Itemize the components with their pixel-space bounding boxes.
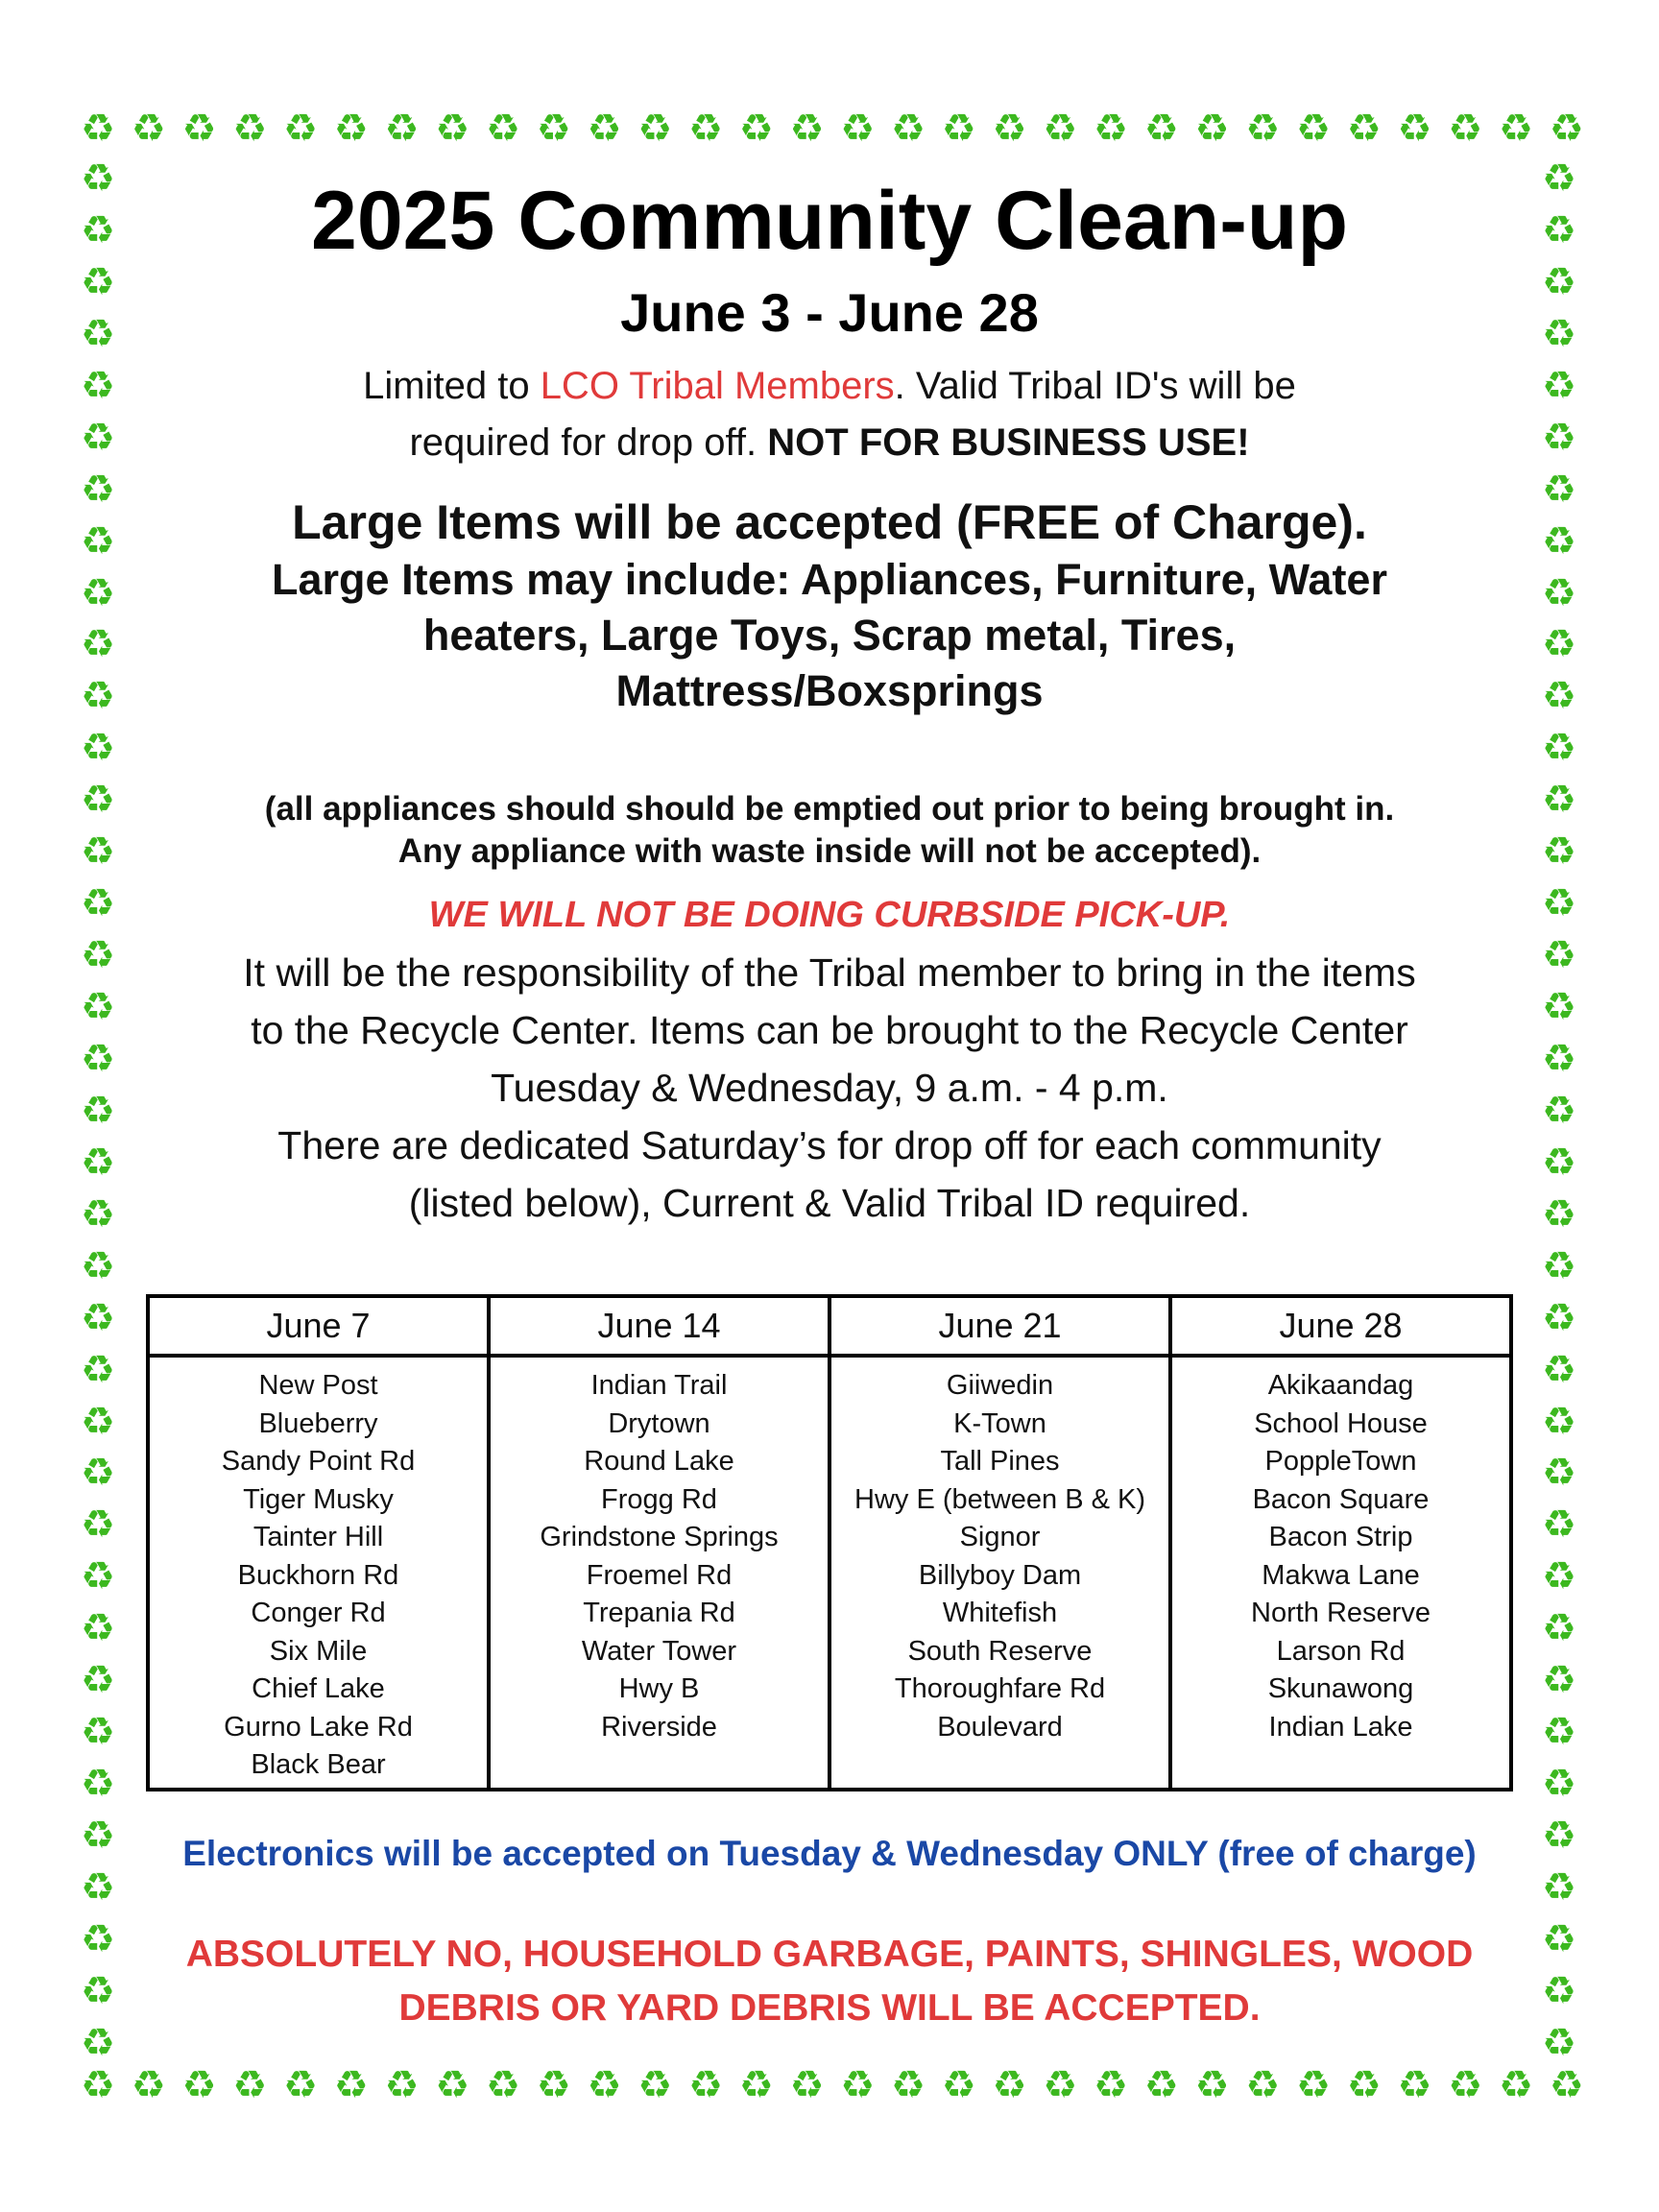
community-location: Billyboy Dam — [918, 1559, 1082, 1591]
recycle-icon: ♻ — [1549, 107, 1584, 151]
recycle-icon: ♻ — [688, 107, 723, 151]
recycle-icon: ♻ — [1542, 985, 1576, 1029]
schedule-date-header: June 21 — [830, 1296, 1170, 1356]
recycle-icon: ♻ — [1346, 2063, 1382, 2107]
date-range: June 3 - June 28 — [620, 282, 1039, 343]
instructions-line: (listed below), Current & Valid Tribal ID required. — [408, 1181, 1251, 1225]
recycle-icon: ♻ — [1542, 570, 1576, 615]
recycle-icon: ♻ — [1194, 2063, 1230, 2107]
recycle-icon: ♻ — [1542, 933, 1576, 978]
recycle-icon: ♻ — [1043, 2063, 1078, 2107]
community-location: Round Lake — [584, 1446, 734, 1477]
recycle-icon: ♻ — [283, 107, 318, 151]
recycle-icon: ♻ — [81, 881, 115, 926]
recycle-icon: ♻ — [232, 2063, 268, 2107]
recycle-icon: ♻ — [1542, 207, 1576, 252]
recycle-icon: ♻ — [738, 107, 774, 151]
recycle-icon: ♻ — [536, 107, 571, 151]
recycle-icon: ♻ — [1296, 2063, 1331, 2107]
community-location: New Post — [258, 1370, 378, 1401]
recycle-icon: ♻ — [637, 107, 673, 151]
recycle-icon: ♻ — [81, 1762, 115, 1807]
dropoff-instructions — [134, 944, 1525, 1232]
eligibility-highlight: LCO Tribal Members — [540, 365, 895, 407]
appliance-note-line1: (all appliances should should be emptied out prior to being brought in. — [264, 790, 1395, 828]
eligibility-line2: required for drop off. — [409, 421, 768, 464]
recycle-icon: ♻ — [81, 1864, 115, 1910]
recycle-icon: ♻ — [232, 107, 268, 151]
recycle-icon: ♻ — [1542, 1347, 1576, 1392]
recycle-icon: ♻ — [384, 2063, 420, 2107]
recycle-icon: ♻ — [486, 2063, 520, 2107]
recycle-icon: ♻ — [81, 830, 115, 875]
community-location: Hwy E (between B & K) — [854, 1483, 1145, 1515]
recycle-icon: ♻ — [81, 933, 115, 978]
recycle-icon: ♻ — [1542, 1710, 1576, 1755]
community-location: Indian Trail — [590, 1370, 728, 1401]
community-location: PoppleTown — [1264, 1446, 1417, 1477]
recycle-icon: ♻ — [840, 2063, 876, 2107]
community-location: Whitefish — [942, 1598, 1058, 1628]
recycle-icon: ♻ — [181, 107, 217, 151]
eligibility-part2: . Valid Tribal ID's will be — [894, 365, 1296, 407]
community-location: Black Bear — [251, 1749, 386, 1780]
recycle-icon: ♻ — [435, 107, 470, 151]
community-location: Blueberry — [258, 1407, 378, 1439]
recycle-icon: ♻ — [333, 107, 369, 151]
recycle-icon: ♻ — [1542, 311, 1576, 356]
schedule-locations-row — [148, 1356, 1511, 1790]
recycle-icon: ♻ — [81, 415, 115, 460]
recycle-icon: ♻ — [1499, 2063, 1533, 2107]
schedule-table — [146, 1294, 1513, 1791]
recycle-icon: ♻ — [891, 107, 926, 151]
business-use-warning: NOT FOR BUSINESS USE! — [767, 421, 1250, 464]
recycle-icon: ♻ — [1542, 518, 1576, 564]
recycle-icon: ♻ — [1542, 778, 1576, 823]
appliance-note — [205, 788, 1454, 873]
recycle-icon: ♻ — [81, 1191, 115, 1237]
schedule-column — [830, 1356, 1170, 1790]
recycle-icon: ♻ — [1542, 830, 1576, 875]
recycle-icon: ♻ — [81, 674, 115, 719]
border-bottom — [77, 2064, 1588, 2114]
recycle-icon: ♻ — [1549, 2063, 1584, 2107]
border-top — [77, 108, 1588, 157]
recycle-icon: ♻ — [435, 2063, 470, 2107]
recycle-icon: ♻ — [1542, 1243, 1576, 1288]
large-items-details: Large Items may include: Appliances, Furniture, Water heaters, Large Toys, Scrap metal, Tires, Mattress/Boxsprings — [272, 555, 1387, 715]
community-location: Froemel Rd — [586, 1559, 733, 1591]
recycle-icon: ♻ — [1542, 674, 1576, 719]
community-location: Chief Lake — [252, 1673, 385, 1704]
recycle-icon: ♻ — [81, 1968, 115, 2013]
recycle-icon: ♻ — [637, 2063, 673, 2107]
recycle-icon: ♻ — [1448, 2063, 1483, 2107]
recycle-icon: ♻ — [536, 2063, 571, 2107]
recycle-icon: ♻ — [81, 1554, 115, 1599]
eligibility-text — [134, 358, 1525, 471]
recycle-icon: ♻ — [587, 2063, 622, 2107]
recycle-icon: ♻ — [81, 1606, 115, 1651]
recycle-icon: ♻ — [1542, 1968, 1576, 2013]
recycle-icon: ♻ — [1245, 2063, 1281, 2107]
border-right — [1538, 157, 1588, 2064]
recycle-icon: ♻ — [81, 1243, 115, 1288]
recycle-icon: ♻ — [587, 107, 622, 151]
recycle-icon: ♻ — [1542, 1503, 1576, 1548]
instructions-line: It will be the responsibility of the Tribal member to bring in the items — [243, 950, 1416, 995]
community-location: Giiwedin — [946, 1370, 1054, 1401]
recycle-icon: ♻ — [81, 1916, 115, 1961]
recycle-icon: ♻ — [688, 2063, 723, 2107]
recycle-icon: ♻ — [81, 1036, 115, 1081]
schedule-date-header: June 28 — [1170, 1296, 1511, 1356]
recycle-icon: ♻ — [1542, 415, 1576, 460]
community-location: Tainter Hill — [252, 1522, 384, 1552]
community-location: Frogg Rd — [601, 1483, 717, 1515]
community-location: South Reserve — [907, 1635, 1093, 1667]
schedule-date-header: June 14 — [489, 1296, 830, 1356]
community-location: School House — [1254, 1407, 1428, 1439]
community-location: Indian Lake — [1268, 1711, 1413, 1743]
appliance-note-line2: Any appliance with waste inside will not be accepted). — [397, 832, 1262, 870]
community-location: Larson Rd — [1276, 1635, 1406, 1667]
recycle-icon: ♻ — [1542, 1606, 1576, 1651]
recycle-icon: ♻ — [941, 107, 976, 151]
recycle-icon: ♻ — [81, 311, 115, 356]
recycle-icon: ♻ — [81, 207, 115, 252]
prohibited-line1: ABSOLUTELY NO, HOUSEHOLD GARBAGE, PAINTS, SHINGLES, WOOD — [185, 1934, 1474, 1975]
recycle-icon: ♻ — [81, 570, 115, 615]
recycle-icon: ♻ — [81, 107, 115, 151]
eligibility-part1: Limited to — [363, 365, 541, 407]
recycle-icon: ♻ — [81, 622, 115, 667]
recycle-icon: ♻ — [81, 1088, 115, 1133]
recycle-icon: ♻ — [131, 107, 166, 151]
recycle-icon: ♻ — [81, 1295, 115, 1340]
community-location: Water Tower — [581, 1635, 737, 1667]
community-location: Akikaandag — [1267, 1370, 1414, 1401]
community-location: Tiger Musky — [243, 1483, 394, 1515]
recycle-icon: ♻ — [81, 1814, 115, 1858]
recycle-icon: ♻ — [1043, 107, 1078, 151]
community-location: Riverside — [601, 1711, 717, 1743]
recycle-icon: ♻ — [738, 2063, 774, 2107]
recycle-icon: ♻ — [1542, 1399, 1576, 1444]
recycle-icon: ♻ — [1542, 1814, 1576, 1858]
community-location: Boulevard — [937, 1711, 1063, 1743]
recycle-icon: ♻ — [992, 107, 1027, 151]
recycle-icon: ♻ — [1094, 2063, 1128, 2107]
recycle-icon: ♻ — [1397, 107, 1432, 151]
recycle-icon: ♻ — [1245, 107, 1281, 151]
recycle-icon: ♻ — [1194, 107, 1230, 151]
community-location: Bacon Square — [1252, 1483, 1430, 1515]
recycle-icon: ♻ — [840, 107, 876, 151]
community-location: Buckhorn Rd — [237, 1559, 399, 1591]
recycle-icon: ♻ — [81, 518, 115, 564]
instructions-line: to the Recycle Center. Items can be brought to the Recycle Center — [251, 1008, 1408, 1052]
recycle-icon: ♻ — [1542, 881, 1576, 926]
community-location: Makwa Lane — [1262, 1559, 1420, 1591]
recycle-icon: ♻ — [941, 2063, 976, 2107]
recycle-icon: ♻ — [1542, 1762, 1576, 1807]
recycle-icon: ♻ — [81, 156, 115, 201]
recycle-icon: ♻ — [1542, 1295, 1576, 1340]
schedule-header-row — [148, 1296, 1511, 1356]
community-location: Signor — [959, 1522, 1041, 1552]
recycle-icon: ♻ — [789, 107, 825, 151]
community-location: North Reserve — [1251, 1598, 1431, 1628]
recycle-icon: ♻ — [1542, 726, 1576, 771]
community-location: Six Mile — [269, 1635, 368, 1667]
community-location: Bacon Strip — [1268, 1522, 1413, 1552]
recycle-icon: ♻ — [81, 1658, 115, 1703]
community-location: Skunawong — [1267, 1673, 1414, 1704]
recycle-icon: ♻ — [1542, 259, 1576, 304]
recycle-icon: ♻ — [1542, 1140, 1576, 1185]
recycle-icon: ♻ — [486, 107, 520, 151]
recycle-icon: ♻ — [81, 467, 115, 512]
community-location: Drytown — [608, 1407, 710, 1439]
schedule-column — [148, 1356, 489, 1790]
prohibited-items-notice — [134, 1928, 1525, 2035]
recycle-icon: ♻ — [1542, 1554, 1576, 1599]
electronics-notice: Electronics will be accepted on Tuesday & Wednesday ONLY (free of charge) — [182, 1834, 1477, 1873]
community-location: K-Town — [953, 1407, 1046, 1439]
recycle-icon: ♻ — [1542, 363, 1576, 408]
recycle-icon: ♻ — [1296, 107, 1331, 151]
recycle-icon: ♻ — [131, 2063, 166, 2107]
recycle-icon: ♻ — [81, 1710, 115, 1755]
recycle-icon: ♻ — [81, 1451, 115, 1496]
recycle-icon: ♻ — [1542, 1088, 1576, 1133]
recycle-icon: ♻ — [81, 259, 115, 304]
recycle-icon: ♻ — [1143, 107, 1179, 151]
community-location: Grindstone Springs — [540, 1522, 779, 1552]
page-title: 2025 Community Clean-up — [311, 175, 1348, 267]
schedule-column — [1170, 1356, 1511, 1790]
recycle-icon: ♻ — [1542, 467, 1576, 512]
recycle-icon: ♻ — [333, 2063, 369, 2107]
recycle-icon: ♻ — [1094, 107, 1128, 151]
recycle-icon: ♻ — [384, 107, 420, 151]
recycle-icon: ♻ — [1397, 2063, 1432, 2107]
community-location: Trepania Rd — [583, 1598, 735, 1628]
recycle-icon: ♻ — [283, 2063, 318, 2107]
prohibited-line2: DEBRIS OR YARD DEBRIS WILL BE ACCEPTED. — [398, 1987, 1261, 2029]
recycle-icon: ♻ — [81, 726, 115, 771]
recycle-icon: ♻ — [1542, 156, 1576, 201]
recycle-icon: ♻ — [81, 2063, 115, 2107]
curbside-notice: WE WILL NOT BE DOING CURBSIDE PICK-UP. — [428, 895, 1231, 935]
recycle-icon: ♻ — [1542, 1451, 1576, 1496]
recycle-icon: ♻ — [81, 363, 115, 408]
community-location: Conger Rd — [251, 1598, 386, 1628]
schedule-column — [489, 1356, 830, 1790]
recycle-icon: ♻ — [81, 1347, 115, 1392]
recycle-icon: ♻ — [1542, 1864, 1576, 1910]
schedule-date-header: June 7 — [148, 1296, 489, 1356]
recycle-icon: ♻ — [1448, 107, 1483, 151]
recycle-icon: ♻ — [81, 2020, 115, 2065]
recycle-icon: ♻ — [81, 1503, 115, 1548]
recycle-icon: ♻ — [1346, 107, 1382, 151]
recycle-icon: ♻ — [789, 2063, 825, 2107]
large-items-heading: Large Items will be accepted (FREE of Charge). — [292, 495, 1367, 549]
community-location: Thoroughfare Rd — [894, 1673, 1106, 1704]
recycle-icon: ♻ — [1542, 622, 1576, 667]
recycle-icon: ♻ — [1542, 1658, 1576, 1703]
recycle-icon: ♻ — [81, 778, 115, 823]
recycle-icon: ♻ — [1143, 2063, 1179, 2107]
recycle-icon: ♻ — [81, 1399, 115, 1444]
recycle-icon: ♻ — [992, 2063, 1027, 2107]
recycle-icon: ♻ — [81, 985, 115, 1029]
recycle-icon: ♻ — [891, 2063, 926, 2107]
community-location: Tall Pines — [940, 1446, 1060, 1477]
recycle-icon: ♻ — [181, 2063, 217, 2107]
flyer-content — [134, 168, 1525, 1232]
recycle-icon: ♻ — [1542, 1916, 1576, 1961]
recycle-icon: ♻ — [1542, 1036, 1576, 1081]
recycle-icon: ♻ — [1499, 107, 1533, 151]
community-location: Hwy B — [618, 1673, 700, 1704]
instructions-line: There are dedicated Saturday’s for drop off for each community — [277, 1123, 1382, 1167]
recycle-icon: ♻ — [1542, 1191, 1576, 1237]
instructions-line: Tuesday & Wednesday, 9 a.m. - 4 p.m. — [491, 1066, 1168, 1110]
recycle-icon: ♻ — [1542, 2020, 1576, 2065]
community-location: Gurno Lake Rd — [224, 1711, 413, 1743]
recycle-icon: ♻ — [81, 1140, 115, 1185]
community-location: Sandy Point Rd — [221, 1446, 416, 1477]
border-left — [77, 157, 127, 2064]
